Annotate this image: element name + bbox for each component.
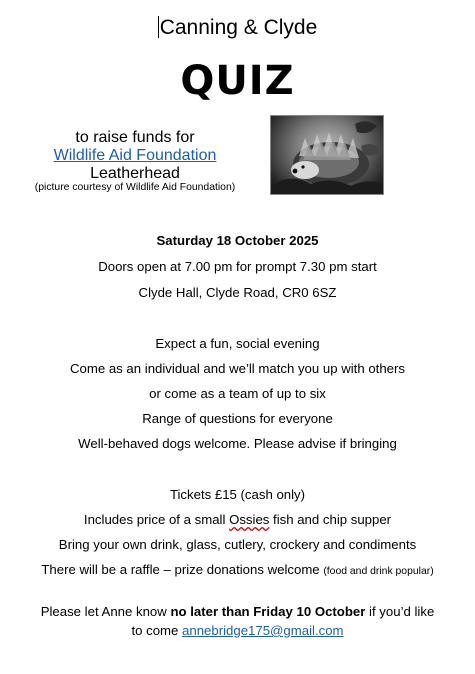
ticket-price: Tickets £15 (cash only)	[169, 487, 306, 502]
detail-line: Range of questions for everyone	[142, 411, 333, 426]
detail-line: Well-behaved dogs welcome. Please advise if bringing	[78, 436, 397, 451]
detail-line: Come as an individual and we’ll match you up with others	[70, 361, 405, 376]
doors-time: Doors open at 7.00 pm for prompt 7.30 pm start	[98, 259, 377, 274]
bring-your-own: Bring your own drink, glass, cutlery, crockery and condiments	[58, 537, 417, 552]
venue: Clyde Hall, Clyde Road, CR0 6SZ	[138, 285, 337, 300]
fundraising-intro: to raise funds for	[75, 129, 195, 146]
rsvp-line: Please let Anne know no later than Friday 10 October if you’d like	[40, 604, 435, 619]
event-heading: Canning & Clyde	[159, 16, 318, 39]
hedgehog-photo	[270, 115, 384, 195]
email-link[interactable]: annebridge175@gmail.com	[182, 623, 344, 638]
quiz-title: QUIZ	[180, 58, 295, 104]
text-cursor	[158, 16, 159, 38]
hedgehog-icon	[271, 116, 383, 194]
detail-line: Expect a fun, social evening	[155, 336, 320, 351]
event-date: Saturday 18 October 2025	[156, 233, 319, 248]
photo-credit: (picture courtesy of Wildlife Aid Foundation)	[34, 182, 236, 193]
charity-location: Leatherhead	[90, 165, 180, 182]
rsvp-deadline: no later than Friday 10 October	[170, 604, 366, 619]
rsvp-email-line: to come annebridge175@gmail.com	[131, 623, 344, 638]
ticket-includes: Includes price of a small Ossies fish and chip supper	[83, 512, 392, 527]
raffle-note: There will be a raffle – prize donations welcome (food and drink popular)	[41, 562, 434, 577]
charity-link[interactable]: Wildlife Aid Foundation	[53, 147, 217, 164]
spelling-flagged-word: Ossies	[229, 512, 270, 527]
detail-line: or come as a team of up to six	[149, 386, 326, 401]
